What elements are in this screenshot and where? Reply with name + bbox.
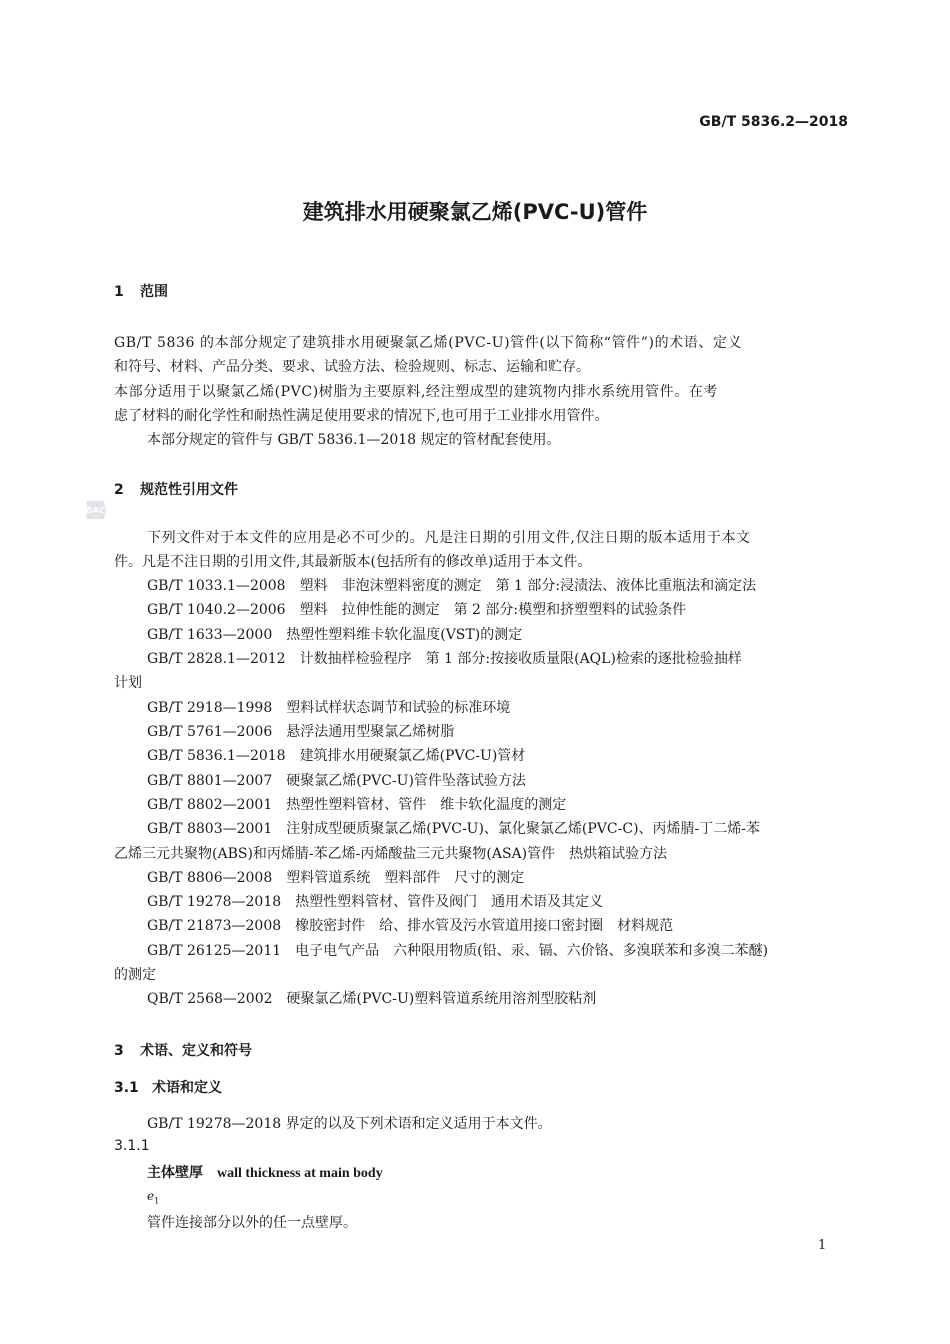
watermark-text: SAC (87, 506, 105, 515)
standard-number: GB/T 5836.2—2018 (699, 114, 848, 130)
sec1-paragraph-1-line-1-text: GB/T 5836 的本部分规定了建筑排水用硬聚氯乙烯(PVC-U)管件(以下简称“管件”)的术语、定义 (114, 335, 743, 351)
reference-item: QB/T 2568—2002 硬聚氯乙烯(PVC-U)塑料管道系统用溶剂型胶粘剂 (147, 991, 597, 1007)
subsection-3-1-number: 3.1 (114, 1080, 139, 1096)
term-definition: 管件连接部分以外的任一点壁厚。 (147, 1215, 357, 1231)
section-3-title: 术语、定义和符号 (140, 1043, 252, 1059)
sec2-intro-line-1 (147, 527, 850, 547)
symbol-letter: e (147, 1189, 155, 1203)
reference-item: GB/T 19278—2018 热塑性塑料管材、管件及阀门 通用术语及其定义 (147, 894, 604, 910)
reference-item: GB/T 21873—2008 橡胶密封件 给、排水管及污水管道用接口密封圈 材料规范 (147, 918, 674, 934)
subsection-3-1-heading (114, 1077, 222, 1097)
reference-item: GB/T 2828.1—2012 计数抽样检验程序 第 1 部分:按接收质量限(AQL)检索的逐批检验抽样 (147, 651, 742, 667)
term-chinese: 主体壁厚 (147, 1165, 203, 1181)
sec1-paragraph-2-line-2: 虑了材料的耐化学性和耐热性满足使用要求的情况下,也可用于工业排水用管件。 (114, 408, 609, 424)
term-symbol (147, 1189, 159, 1205)
reference-item: GB/T 1633—2000 热塑性塑料维卡软化温度(VST)的测定 (147, 627, 523, 643)
term-english: wall thickness at main body (217, 1166, 383, 1181)
sec1-paragraph-3: 本部分规定的管件与 GB/T 5836.1—2018 规定的管材配套使用。 (147, 432, 561, 448)
reference-item: GB/T 5836.1—2018 建筑排水用硬聚氯乙烯(PVC-U)管材 (147, 748, 526, 764)
reference-item: GB/T 1040.2—2006 塑料 拉伸性能的测定 第 2 部分:模塑和挤塑塑料的试验条件 (147, 602, 687, 618)
symbol-subscript: 1 (154, 1196, 160, 1206)
section-1-heading (114, 281, 168, 301)
reference-item-continuation: 的测定 (114, 967, 156, 983)
section-2-heading (114, 479, 238, 499)
page-number: 1 (818, 1238, 827, 1253)
section-2-number: 2 (114, 482, 124, 498)
section-2-title: 规范性引用文件 (140, 482, 238, 498)
reference-item-continuation: 乙烯三元共聚物(ABS)和丙烯腈-苯乙烯-丙烯酸盐三元共聚物(ASA)管件 热烘箱试验方法 (114, 846, 668, 862)
sec3-1-intro: GB/T 19278—2018 界定的以及下列术语和定义适用于本文件。 (147, 1116, 552, 1132)
reference-item-continuation: 计划 (114, 675, 142, 691)
section-3-number: 3 (114, 1043, 124, 1059)
reference-item: GB/T 5761—2006 悬浮法通用型聚氯乙烯树脂 (147, 724, 455, 740)
sec1-paragraph-2-line-1-text: 本部分适用于以聚氯乙烯(PVC)树脂为主要原料,经注塑成型的建筑物内排水系统用管件。在考 (114, 384, 719, 400)
reference-item: GB/T 8803—2001 注射成型硬质聚氯乙烯(PVC-U)、氯化聚氯乙烯(PVC-C)、丙烯腈-丁二烯-苯 (147, 821, 760, 837)
reference-item: GB/T 8801—2007 硬聚氯乙烯(PVC-U)管件坠落试验方法 (147, 773, 526, 789)
reference-item: GB/T 1033.1—2008 塑料 非泡沫塑料密度的测定 第 1 部分:浸渍法、液体比重瓶法和滴定法 (147, 578, 757, 594)
sec1-paragraph-1-line-1 (114, 332, 850, 352)
section-1-title: 范围 (140, 284, 168, 300)
section-1-number: 1 (114, 284, 124, 300)
sec2-intro-line-2: 件。凡是不注日期的引用文件,其最新版本(包括所有的修改单)适用于本文件。 (114, 554, 592, 570)
document-title: 建筑排水用硬聚氯乙烯(PVC-U)管件 (302, 200, 648, 224)
reference-item: GB/T 8802—2001 热塑性塑料管材、管件 维卡软化温度的测定 (147, 797, 567, 813)
sec1-paragraph-2-line-1 (114, 381, 850, 401)
section-3-heading (114, 1040, 252, 1060)
reference-item: GB/T 2918—1998 塑料试样状态调节和试验的标准环境 (147, 700, 511, 716)
reference-item: GB/T 26125—2011 电子电气产品 六种限用物质(铅、汞、镉、六价铬、多溴联苯和多溴二苯醚) (147, 943, 769, 959)
sac-watermark-logo (84, 497, 108, 523)
reference-item: GB/T 8806—2008 塑料管道系统 塑料部件 尺寸的测定 (147, 870, 525, 886)
sec1-paragraph-1-line-2: 和符号、材料、产品分类、要求、试验方法、检验规则、标志、运输和贮存。 (114, 359, 590, 375)
sec2-intro-line-1-text: 下列文件对于本文件的应用是必不可少的。凡是注日期的引用文件,仅注日期的版本适用于本文 (147, 530, 751, 546)
term-heading (147, 1162, 383, 1182)
subsection-3-1-title: 术语和定义 (152, 1080, 222, 1096)
term-number: 3.1.1 (114, 1138, 150, 1154)
